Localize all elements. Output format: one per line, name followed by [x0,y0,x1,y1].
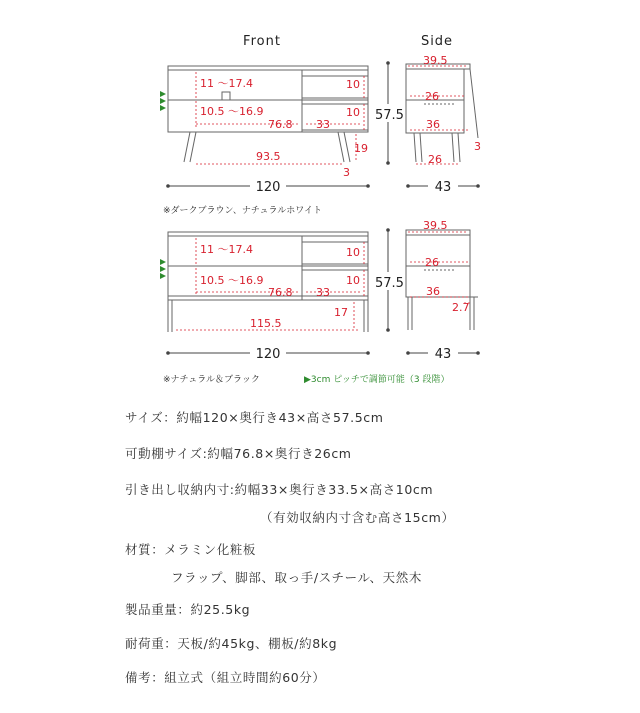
dimension-labels-2 [200,243,360,330]
shelf-pitch-markers-1 [160,91,166,111]
leg-gap-label: 3 [343,166,350,179]
side-drawer-label-2: 36 [426,285,440,298]
color-note-2: ※ナチュラル＆ブラック [163,375,260,385]
spec-load: 耐荷重：天板/約45kg、棚板/約8kg [125,636,338,651]
side-label: Side [420,34,454,49]
shelf-width-label: 76.8 [268,118,293,131]
spec-weight: 製品重量：約25.5kg [125,602,251,617]
spec-material: 材質：メラミン化粧板 [125,542,257,557]
front-view-1 [168,66,368,162]
spec-remarks: 備考：組立式（組立時間約60分） [125,670,326,685]
shelf-width-label-2: 76.8 [268,286,293,299]
drawer-height-2-label-2: 10 [346,274,360,287]
inner-width-label: 93.5 [256,150,281,163]
drawer-width-label-2: 33 [316,286,330,299]
side-dimension-lines-2 [408,232,472,303]
drawer-height-1-label-2: 10 [346,246,360,259]
side-shelf-label-1: 26 [425,90,439,103]
drawer-height-1-label: 10 [346,78,360,91]
spec-drawer-inner-note: （有効収納内寸含む高さ15cm） [260,510,455,525]
lower-range-label: 10.5 〜16.9 [200,105,264,118]
drawer-width-label: 33 [316,118,330,131]
side-drawer-label-1: 36 [426,118,440,131]
depth-label-2: 43 [434,347,452,362]
color-note-1: ※ダークブラウン、ナチュラルホワイト [163,206,323,216]
spec-shelf-size: 可動棚サイズ:約幅76.8×奥行き26cm [125,446,352,461]
side-top-label-2: 39.5 [423,219,448,232]
width-label-1: 120 [255,180,281,195]
shelf-pitch-markers-2 [160,259,166,279]
side-leg-label-1: 3 [474,140,481,153]
inner-width-label-2: 115.5 [250,317,282,330]
side-view-1 [406,64,478,162]
width-label-2: 120 [255,347,281,362]
drawer-height-2-label: 10 [346,106,360,119]
spec-size: サイズ：約幅120×奥行き43×高さ57.5cm [125,410,384,425]
side-view-2 [406,230,478,330]
depth-label-1: 43 [434,180,452,195]
height-label-2: 57.5 [375,276,404,291]
leg-height-label-2: 17 [334,306,348,319]
front-label: Front [243,34,281,49]
pitch-note: ▶3cm ピッチで調節可能（3 段階） [304,375,450,385]
side-leg-label-2: 2.7 [452,301,470,314]
upper-range-label-2: 11 〜17.4 [200,243,253,256]
side-bottom-label-1: 26 [428,153,442,166]
spec-drawer-inner: 引き出し収納内寸:約幅33×奥行き33.5×高さ10cm [125,482,434,497]
side-shelf-label-2: 26 [425,256,439,269]
side-top-label-1: 39.5 [423,54,448,67]
height-label-1: 57.5 [375,108,404,123]
lower-range-label-2: 10.5 〜16.9 [200,274,264,287]
spec-material-detail: フラップ、脚部、取っ手/スチール、天然木 [171,570,422,585]
upper-range-label: 11 〜17.4 [200,77,253,90]
leg-height-label: 19 [354,142,368,155]
